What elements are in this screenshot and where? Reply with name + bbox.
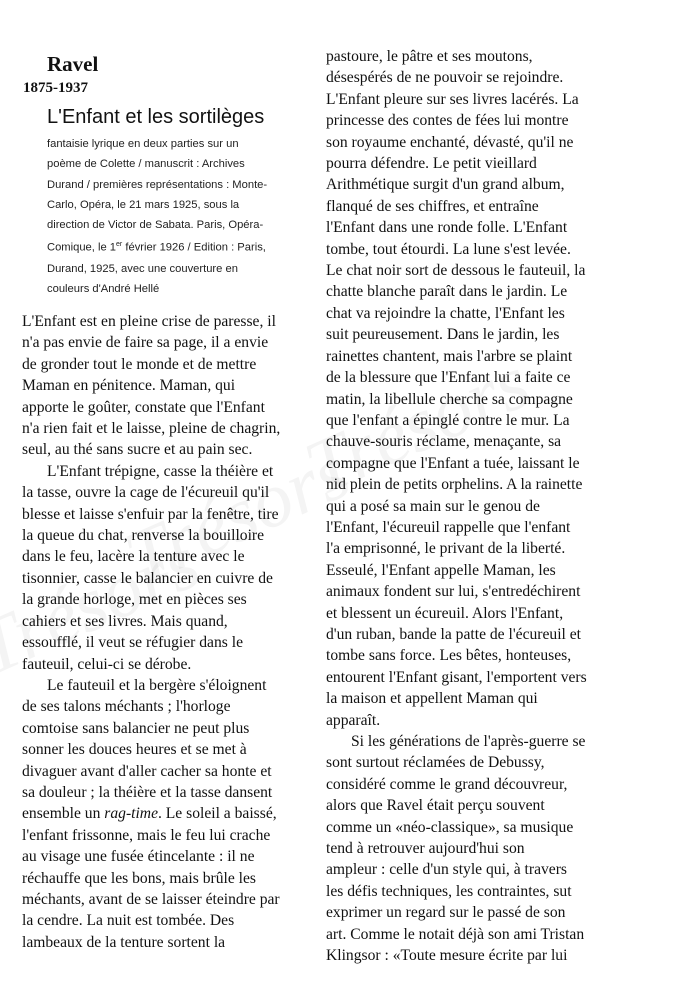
- text-line: désespérés de ne pouvoir se rejoindre.: [326, 69, 564, 87]
- text-line: au visage une fusée étincelante : il ne: [22, 848, 255, 866]
- meta-line: poème de Colette / manuscrit : Archives: [47, 158, 245, 171]
- text-line: matin, la libellule cherche sa compagne: [326, 390, 573, 408]
- text-line: lambeaux de la tenture sortent la: [22, 933, 226, 951]
- composer-dates: 1875-1937: [23, 80, 88, 96]
- text-line: pastoure, le pâtre et ses moutons,: [326, 48, 533, 65]
- text-line: seul, au thé sans sucre et au pain sec.: [22, 441, 253, 459]
- text-line: Arithmétique surgit d'un grand album,: [326, 176, 565, 194]
- text-line: la grande horloge, met en pièces ses: [22, 591, 247, 609]
- text-line: art. Comme le notait déjà son ami Tristan: [326, 925, 585, 943]
- text-line: blesse et laisse s'enfuir par la fenêtre, tire: [22, 505, 279, 523]
- text-line: flanqué de ses chiffres, et entraîne: [326, 197, 539, 215]
- text-line: méchants, avant de se laisser éteindre par: [22, 890, 280, 908]
- text-line: sa douleur ; la théière et la tasse dansent: [22, 783, 273, 801]
- paragraph: [22, 461, 310, 675]
- meta-line: Durand, 1925, avec une couverture en: [47, 262, 238, 275]
- text-line: entourent l'Enfant gisant, l'emportent vers: [326, 668, 587, 686]
- text-line: L'Enfant pleure sur ses livres lacérés. La: [326, 90, 579, 108]
- text-line: Klingsor : «Toute mesure écrite par lui: [326, 947, 568, 965]
- text-line: dans le feu, lacère la tenture avec le: [22, 548, 245, 566]
- meta-line: couleurs d'André Hellé: [47, 282, 160, 295]
- text-line: suit peureusement. Dans le jardin, les: [326, 326, 560, 344]
- text-line: Le chat noir sort de dessous le fauteuil, la: [326, 262, 586, 280]
- text-line: rainettes chantent, mais l'arbre se plaint: [326, 347, 573, 365]
- text-line: la tasse, ouvre la cage de l'écureuil qu'il: [22, 484, 270, 502]
- text-line: que l'enfant a épinglé contre le mur. La: [326, 411, 570, 429]
- text-line: exprimer un regard sur le passé de son: [326, 904, 566, 922]
- text-line: apporte le goûter, constate que l'Enfant: [22, 398, 265, 416]
- text-line: Maman en pénitence. Maman, qui: [22, 377, 236, 395]
- text-line: l'Enfant dans une ronde folle. L'Enfant: [326, 219, 568, 237]
- text-line: princesse des contes de fées lui montre: [326, 112, 569, 130]
- meta-line: fantaisie lyrique en deux parties sur un: [47, 138, 239, 150]
- text-line: n'a rien fait et le laisse, pleine de chagrin,: [22, 420, 281, 438]
- meta-line: Durand / premières représentations : Monte-: [47, 178, 268, 191]
- paragraph: [22, 311, 310, 461]
- text-line: apparaît.: [326, 711, 381, 729]
- text-line: de ses talons méchants ; l'horloge: [22, 698, 231, 716]
- text-line: sont surtout réclamées de Debussy,: [326, 754, 545, 772]
- text-line: sonner les douces heures et se met à: [22, 741, 247, 759]
- meta-line: Comique, le 1er février 1926 / Edition : Paris,: [47, 241, 266, 255]
- work-title: L'Enfant et les sortilèges: [47, 106, 265, 128]
- meta-line: Carlo, Opéra, le 21 mars 1925, sous la: [47, 198, 240, 211]
- text-line: ampleur : celle d'un style qui, à travers: [326, 861, 567, 879]
- text-line: tombe, tout étourdi. La lune s'est levée.: [326, 240, 571, 258]
- text-line: animaux fondent sur lui, s'entredéchirent: [326, 583, 581, 601]
- text-line: de la blessure que l'Enfant lui a faite ce: [326, 369, 571, 387]
- text-line: ensemble un rag-time. Le soleil a baissé,: [22, 805, 277, 823]
- left-column-text: [22, 311, 310, 953]
- meta-line: direction de Victor de Sabata. Paris, Opéra-: [47, 219, 264, 232]
- paragraph: [22, 675, 310, 953]
- right-column-text: [326, 46, 618, 966]
- text-line: la cendre. La nuit est tombée. Des: [22, 912, 235, 930]
- text-line: comme un «néo-classique», sa musique: [326, 818, 574, 836]
- text-line: Si les générations de l'après-guerre se: [351, 733, 586, 750]
- text-line: tisonnier, casse le balancier en cuivre de: [22, 569, 273, 587]
- work-metadata: [47, 134, 309, 299]
- text-line: divaguer avant d'aller cacher sa honte et: [22, 762, 272, 780]
- text-line: considéré comme le grand découvreur,: [326, 775, 568, 793]
- text-line: compagne que l'Enfant a tuée, laissant le: [326, 454, 580, 472]
- text-line: pourra défendre. Le petit vieillard: [326, 155, 537, 173]
- text-line: qui a posé sa main sur le genou de: [326, 497, 540, 515]
- text-line: Le fauteuil et la bergère s'éloignent: [47, 676, 267, 694]
- text-line: chauve-souris réclame, menaçante, sa: [326, 433, 562, 451]
- text-line: fauteuil, celui-ci se dérobe.: [22, 655, 192, 673]
- text-line: la queue du chat, renverse la bouilloire: [22, 527, 265, 545]
- composer-name: Ravel: [47, 52, 99, 76]
- text-line: chatte blanche paraît dans le jardin. Le: [326, 283, 568, 301]
- text-line: la maison et appellent Maman qui: [326, 690, 538, 708]
- text-line: L'Enfant est en pleine crise de paresse, il: [22, 313, 276, 330]
- text-line: nid plein de petits orphelins. A la rainette: [326, 476, 583, 494]
- paragraph: [326, 731, 618, 966]
- text-line: chat va rejoindre la chatte, l'Enfant les: [326, 304, 565, 322]
- text-line: d'un ruban, bande la patte de l'écureuil et: [326, 625, 582, 643]
- text-line: n'a pas envie de faire sa page, il a envie: [22, 334, 269, 352]
- text-line: de gronder tout le monde et de mettre: [22, 355, 257, 373]
- text-line: l'enfant frissonne, mais le feu lui crache: [22, 826, 271, 844]
- text-line: les défis techniques, les contraintes, sut: [326, 882, 572, 900]
- text-line: Esseulé, l'Enfant appelle Maman, les: [326, 561, 556, 579]
- paragraph: [326, 46, 618, 731]
- text-line: cahiers et ses livres. Mais quand,: [22, 612, 228, 630]
- text-line: tend à retrouver aujourd'hui son: [326, 840, 525, 858]
- text-line: comtoise sans balancier ne peut plus: [22, 719, 250, 737]
- text-line: l'a emprisonné, le privant de la liberté.: [326, 540, 566, 558]
- text-line: tombe sans force. Les bêtes, honteuses,: [326, 647, 572, 665]
- text-line: son royaume enchanté, dévasté, qu'il ne: [326, 133, 574, 151]
- text-line: L'Enfant trépigne, casse la théière et: [47, 462, 274, 480]
- text-line: essoufflé, il veut se réfugier dans le: [22, 634, 243, 652]
- text-line: l'Enfant, l'écureuil rappelle que l'enfant: [326, 518, 571, 536]
- text-line: alors que Ravel était perçu souvent: [326, 797, 545, 815]
- text-line: et blessent un écureuil. Alors l'Enfant,: [326, 604, 564, 622]
- text-line: réchauffe que les bons, mais brûle les: [22, 869, 256, 887]
